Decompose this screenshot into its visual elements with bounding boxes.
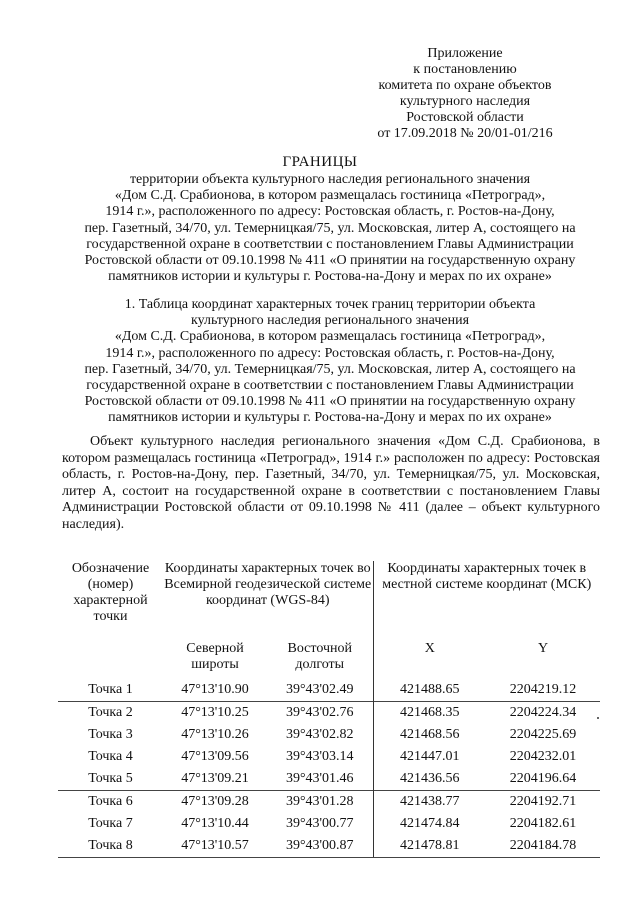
section-line: «Дом С.Д. Срабионова, в котором размещалась гостиница «Петроград», [114, 329, 546, 345]
cell-north: 47°13'10.26 [181, 727, 249, 742]
cell-x: 421478.81 [373, 835, 486, 858]
cell-x: 421468.35 [373, 702, 486, 725]
cell-y: 2204192.71 [486, 791, 600, 814]
cell-east: 39°43'03.14 [285, 749, 354, 764]
cell-point: Точка 5 [88, 771, 133, 786]
cell-x: 421474.84 [373, 813, 486, 835]
section-line: 1914 г.», расположенного по адресу: Ростовская область, г. Ростов-на-Дону, [105, 345, 555, 361]
subtitle-line: пер. Газетный, 34/70, ул. Темерницкая/75, ул. Московская, литер А, состоящего на [84, 220, 576, 236]
cell-y: 2204182.61 [509, 816, 577, 831]
table-row [58, 768, 600, 791]
section-line: Ростовской области от 09.10.1998 № 411 «О принятии на государственную охрану [84, 394, 576, 410]
table-row [58, 724, 600, 746]
cell-point: Точка 6 [58, 791, 163, 814]
cell-north: 47°13'10.90 [181, 682, 249, 697]
table-row [58, 835, 600, 858]
cell-east: 39°43'02.82 [285, 727, 354, 742]
table-row [58, 702, 600, 725]
cell-y: 2204184.78 [486, 835, 600, 858]
cell-north: 47°13'10.57 [163, 835, 267, 858]
cell-east: 39°43'02.76 [267, 702, 373, 725]
section-line: памятников истории и культуры г. Ростова-на-Дону и мерах по их охране» [108, 410, 552, 426]
cell-east: 39°43'01.28 [267, 791, 373, 814]
cell-point: Точка 2 [58, 702, 163, 725]
subtitle-line: памятников истории и культуры г. Ростова-на-Дону и мерах по их охране» [108, 269, 552, 285]
subtitle-line: 1914 г.», расположенного по адресу: Ростовская область, г. Ростов-на-Дону, [105, 204, 555, 220]
cell-north: 47°13'09.56 [181, 749, 249, 764]
description-paragraph: Объект культурного наследия регионального значения «Дом С.Д. Срабионова, в котором размещалась гостиница «Петроград», 1914 г.» расположен по адресу: Ростовская область, г. Ростов-на-Дону, пер. Газетный, 34/70, ул. Темерницкая/75, ул. Московская, литер А, состоит на государственной охране в соответствии с постановлением Главы Администрации Ростовской области от 09.10.1998 № 411 (далее – объект культурного наследия). [62, 434, 600, 532]
cell-point: Точка 1 [88, 682, 133, 697]
cell-x: 421488.65 [373, 679, 486, 702]
section-line: культурного наследия регионального значения [190, 313, 470, 329]
cell-east: 39°43'00.87 [267, 835, 373, 858]
cell-east: 39°43'02.49 [285, 682, 354, 697]
cell-x: 421447.01 [373, 746, 486, 768]
cell-y: 2204224.34 [486, 702, 600, 725]
appendix-line: от 17.09.2018 № 20/01-01/216 [377, 126, 553, 141]
cell-north: 47°13'09.21 [181, 771, 249, 786]
cell-x: 421436.56 [373, 768, 486, 791]
subtitle-line: Ростовской области от 09.10.1998 № 411 «О принятии на государственную охрану [84, 253, 576, 269]
cell-point: Точка 8 [58, 835, 163, 858]
section-line: пер. Газетный, 34/70, ул. Темерницкая/75, ул. Московская, литер А, состоящего на [84, 361, 576, 377]
header-msk: Координаты характерных точек в местной системе координат (МСК) [373, 561, 600, 637]
header-point: Обозначение (номер) характерной точки [71, 561, 150, 624]
section-heading [60, 297, 600, 427]
cell-x: 421468.56 [373, 724, 486, 746]
appendix-line: Ростовской области [406, 110, 524, 125]
appendix-line: комитета по охране объектов [378, 78, 552, 93]
header-wgs: Координаты характерных точек во Всемирной геодезической системе координат (WGS-84) [164, 561, 372, 608]
cell-north: 47°13'10.44 [181, 816, 249, 831]
appendix-line: культурного наследия [399, 94, 531, 109]
cell-north: 47°13'09.28 [163, 791, 267, 814]
appendix-line: Приложение [427, 46, 503, 61]
document-subtitle [60, 172, 600, 285]
subtitle-line: «Дом С.Д. Срабионова, в котором размещалась гостиница «Петроград», [114, 188, 546, 204]
header-y: Y [537, 641, 549, 656]
cell-x: 421438.77 [373, 791, 486, 814]
header-empty [58, 637, 163, 679]
table-row [58, 746, 600, 768]
appendix-line: к постановлению [413, 62, 517, 77]
header-east: Восточной долготы [287, 641, 352, 672]
scan-speck [597, 717, 599, 719]
table-row [58, 791, 600, 814]
cell-point: Точка 7 [88, 816, 133, 831]
subtitle-line: государственной охране в соответствии с постановлением Главы Администрации [86, 236, 574, 252]
cell-y: 2204196.64 [509, 771, 577, 786]
section-line: 1. Таблица координат характерных точек границ территории объекта [124, 297, 536, 312]
header-north: Северной широты [186, 641, 244, 672]
table-row [58, 679, 600, 702]
coordinates-table [58, 561, 600, 858]
subtitle-line: территории объекта культурного наследия регионального значения [129, 172, 531, 187]
cell-point: Точка 4 [88, 749, 133, 764]
cell-y: 2204232.01 [509, 749, 577, 764]
cell-y: 2204225.69 [509, 727, 577, 742]
document-title: ГРАНИЦЫ [282, 154, 358, 170]
cell-east: 39°43'01.46 [285, 771, 354, 786]
cell-east: 39°43'00.77 [285, 816, 354, 831]
cell-north: 47°13'10.25 [163, 702, 267, 725]
table-row [58, 813, 600, 835]
cell-y: 2204219.12 [509, 682, 577, 697]
appendix-block [340, 46, 590, 142]
section-line: государственной охране в соответствии с постановлением Главы Администрации [86, 378, 574, 394]
header-x: X [373, 637, 486, 679]
cell-point: Точка 3 [88, 727, 133, 742]
